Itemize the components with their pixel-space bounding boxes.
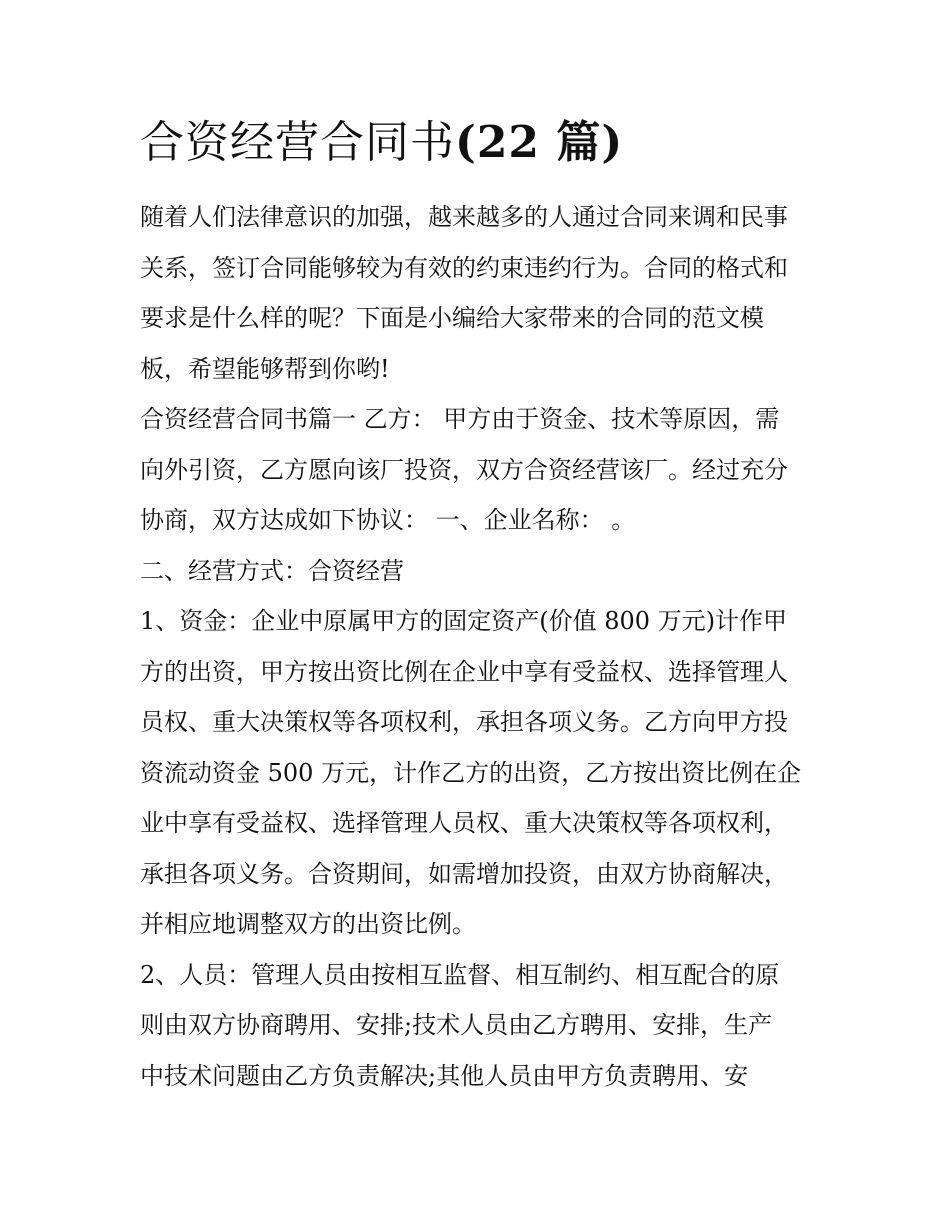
text-line: 随着人们法律意识的加强，越来越多的人通过合同来调和民事	[140, 203, 788, 231]
text-line: 员权、重大决策权等各项权利，承担各项义务。乙方向甲方投	[140, 708, 788, 736]
text-line: 2、人员：管理人员由按相互监督、相互制约、相互配合的原	[140, 960, 780, 989]
personnel-clause-paragraph	[140, 950, 820, 1102]
text-line: 承担各项义务。合资期间，如需增加投资，由双方协商解决，	[140, 859, 788, 888]
intro-paragraph	[140, 192, 820, 394]
document-page	[140, 112, 820, 1101]
text-line: 协商，双方达成如下协议： 一、企业名称： 。	[140, 506, 636, 534]
text-line: 则由双方协商聘用、安排;技术人员由乙方聘用、安排，生产	[140, 1011, 773, 1039]
title-count: (22 篇)	[455, 117, 624, 168]
text-line: 资流动资金 500 万元，计作乙方的出资，乙方按出资比例在企	[140, 758, 802, 787]
business-mode-paragraph	[140, 546, 820, 597]
document-title	[140, 112, 820, 174]
text-line: 二、经营方式：合资经营	[140, 556, 404, 585]
text-line: 关系，签订合同能够较为有效的约束违约行为。合同的格式和	[140, 253, 788, 282]
text-line: 板，希望能够帮到你哟!	[140, 354, 390, 383]
text-line: 中技术问题由乙方负责解决;其他人员由甲方负责聘用、安	[140, 1061, 749, 1090]
capital-clause-paragraph	[140, 596, 820, 950]
title-text: 合资经营合同书	[140, 117, 455, 168]
text-line: 向外引资，乙方愿向该厂投资，双方合资经营该厂。经过充分	[140, 455, 788, 484]
text-line: 并相应地调整双方的出资比例。	[140, 910, 476, 938]
contract-opening-paragraph	[140, 394, 820, 546]
text-line: 业中享有受益权、选择管理人员权、重大决策权等各项权利，	[140, 809, 788, 837]
text-line: 要求是什么样的呢？下面是小编给大家带来的合同的范文模	[140, 304, 764, 332]
text-line: 方的出资，甲方按出资比例在企业中享有受益权、选择管理人	[140, 657, 788, 686]
text-line: 合资经营合同书篇一 乙方： 甲方由于资金、技术等原因，需	[140, 405, 780, 433]
text-line: 1、资金：企业中原属甲方的固定资产(价值 800 万元)计作甲	[140, 607, 788, 635]
